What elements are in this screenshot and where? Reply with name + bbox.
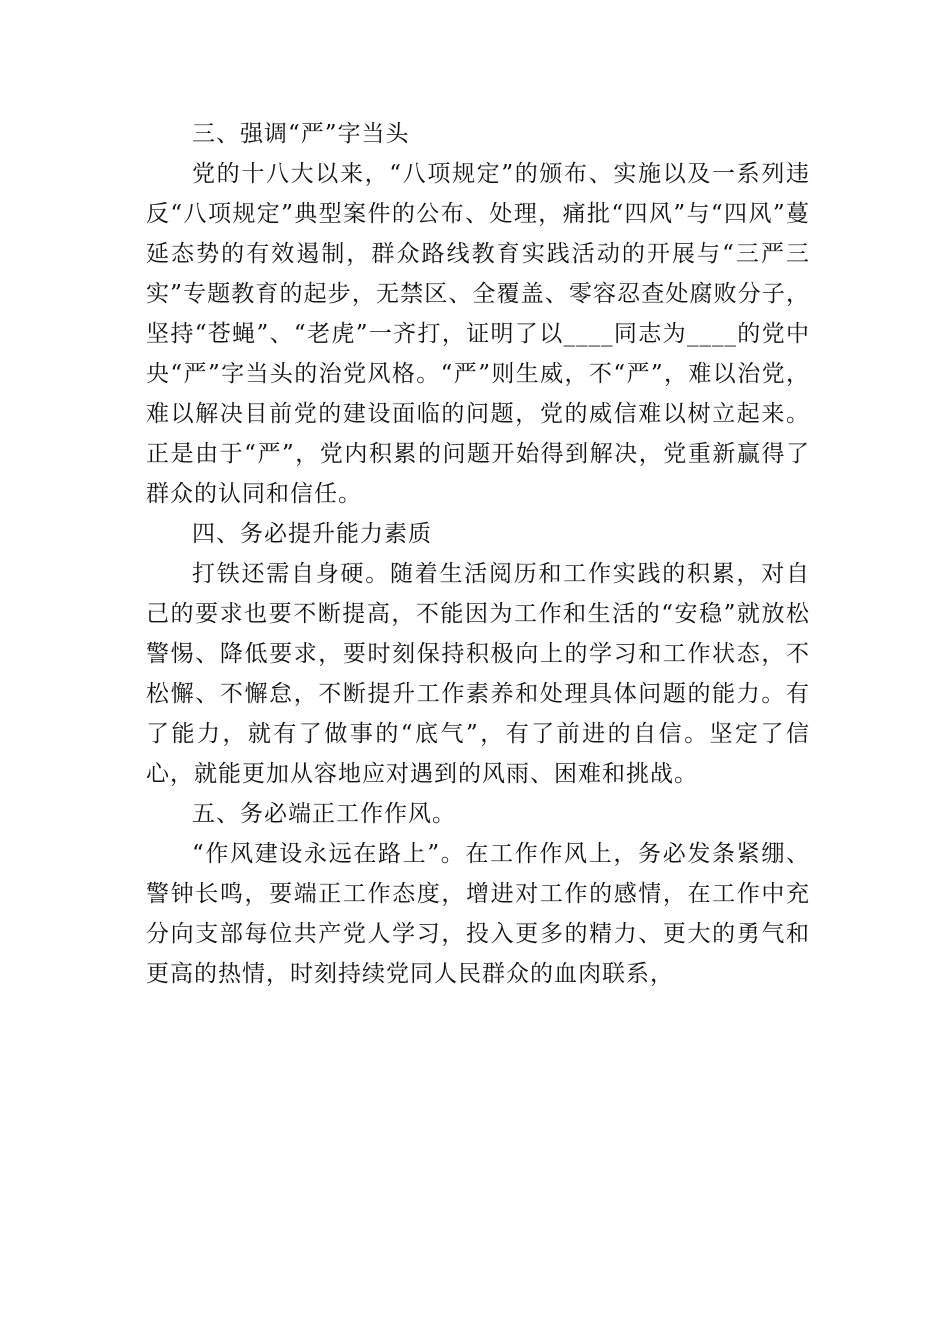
section-heading-4: 四、务必提升能力素质 — [192, 521, 432, 547]
section-heading-3: 三、强调“严”字当头 — [192, 121, 410, 147]
section-paragraph-3: 党的十八大以来，“八项规定”的颁布、实施以及一系列违反“八项规定”典型案件的公布、处理，痛批“四风”与“四风”蔓延态势的有效遏制，群众路线教育实践活动的开展与“三严三实”专题教育的起步，无禁区、全覆盖、零容忍查处腐败分子，坚持“苍蝇”、“老虎”一齐打，证明了以____同志为____的党中央“严”字当头的治党风格。“严”则生威，不“严”，难以治党，难以解决目前党的建设面临的问题，党的威信难以树立起来。正是由于“严”，党内积累的问题开始得到解决，党重新赢得了群众的认同和信任。 — [146, 161, 810, 507]
section-paragraph-4: 打铁还需自身硬。随着生活阅历和工作实践的积累，对自己的要求也要不断提高，不能因为工作和生活的“安稳”就放松警惕、降低要求，要时刻保持积极向上的学习和工作状态，不松懈、不懈怠，不断提升工作素养和处理具体问题的能力。有了能力，就有了做事的“底气”，有了前进的自信。坚定了信心，就能更加从容地应对遇到的风雨、困难和挑战。 — [146, 561, 810, 787]
section-heading-5: 五、务必端正工作作风。 — [192, 801, 456, 827]
document-body — [146, 114, 810, 994]
section-paragraph-5: “作风建设永远在路上”。在工作作风上，务必发条紧绷、警钟长鸣，要端正工作态度，增进对工作的感情，在工作中充分向支部每位共产党人学习，投入更多的精力、更大的勇气和更高的热情，时刻持续党同人民群众的血肉联系， — [146, 841, 810, 987]
